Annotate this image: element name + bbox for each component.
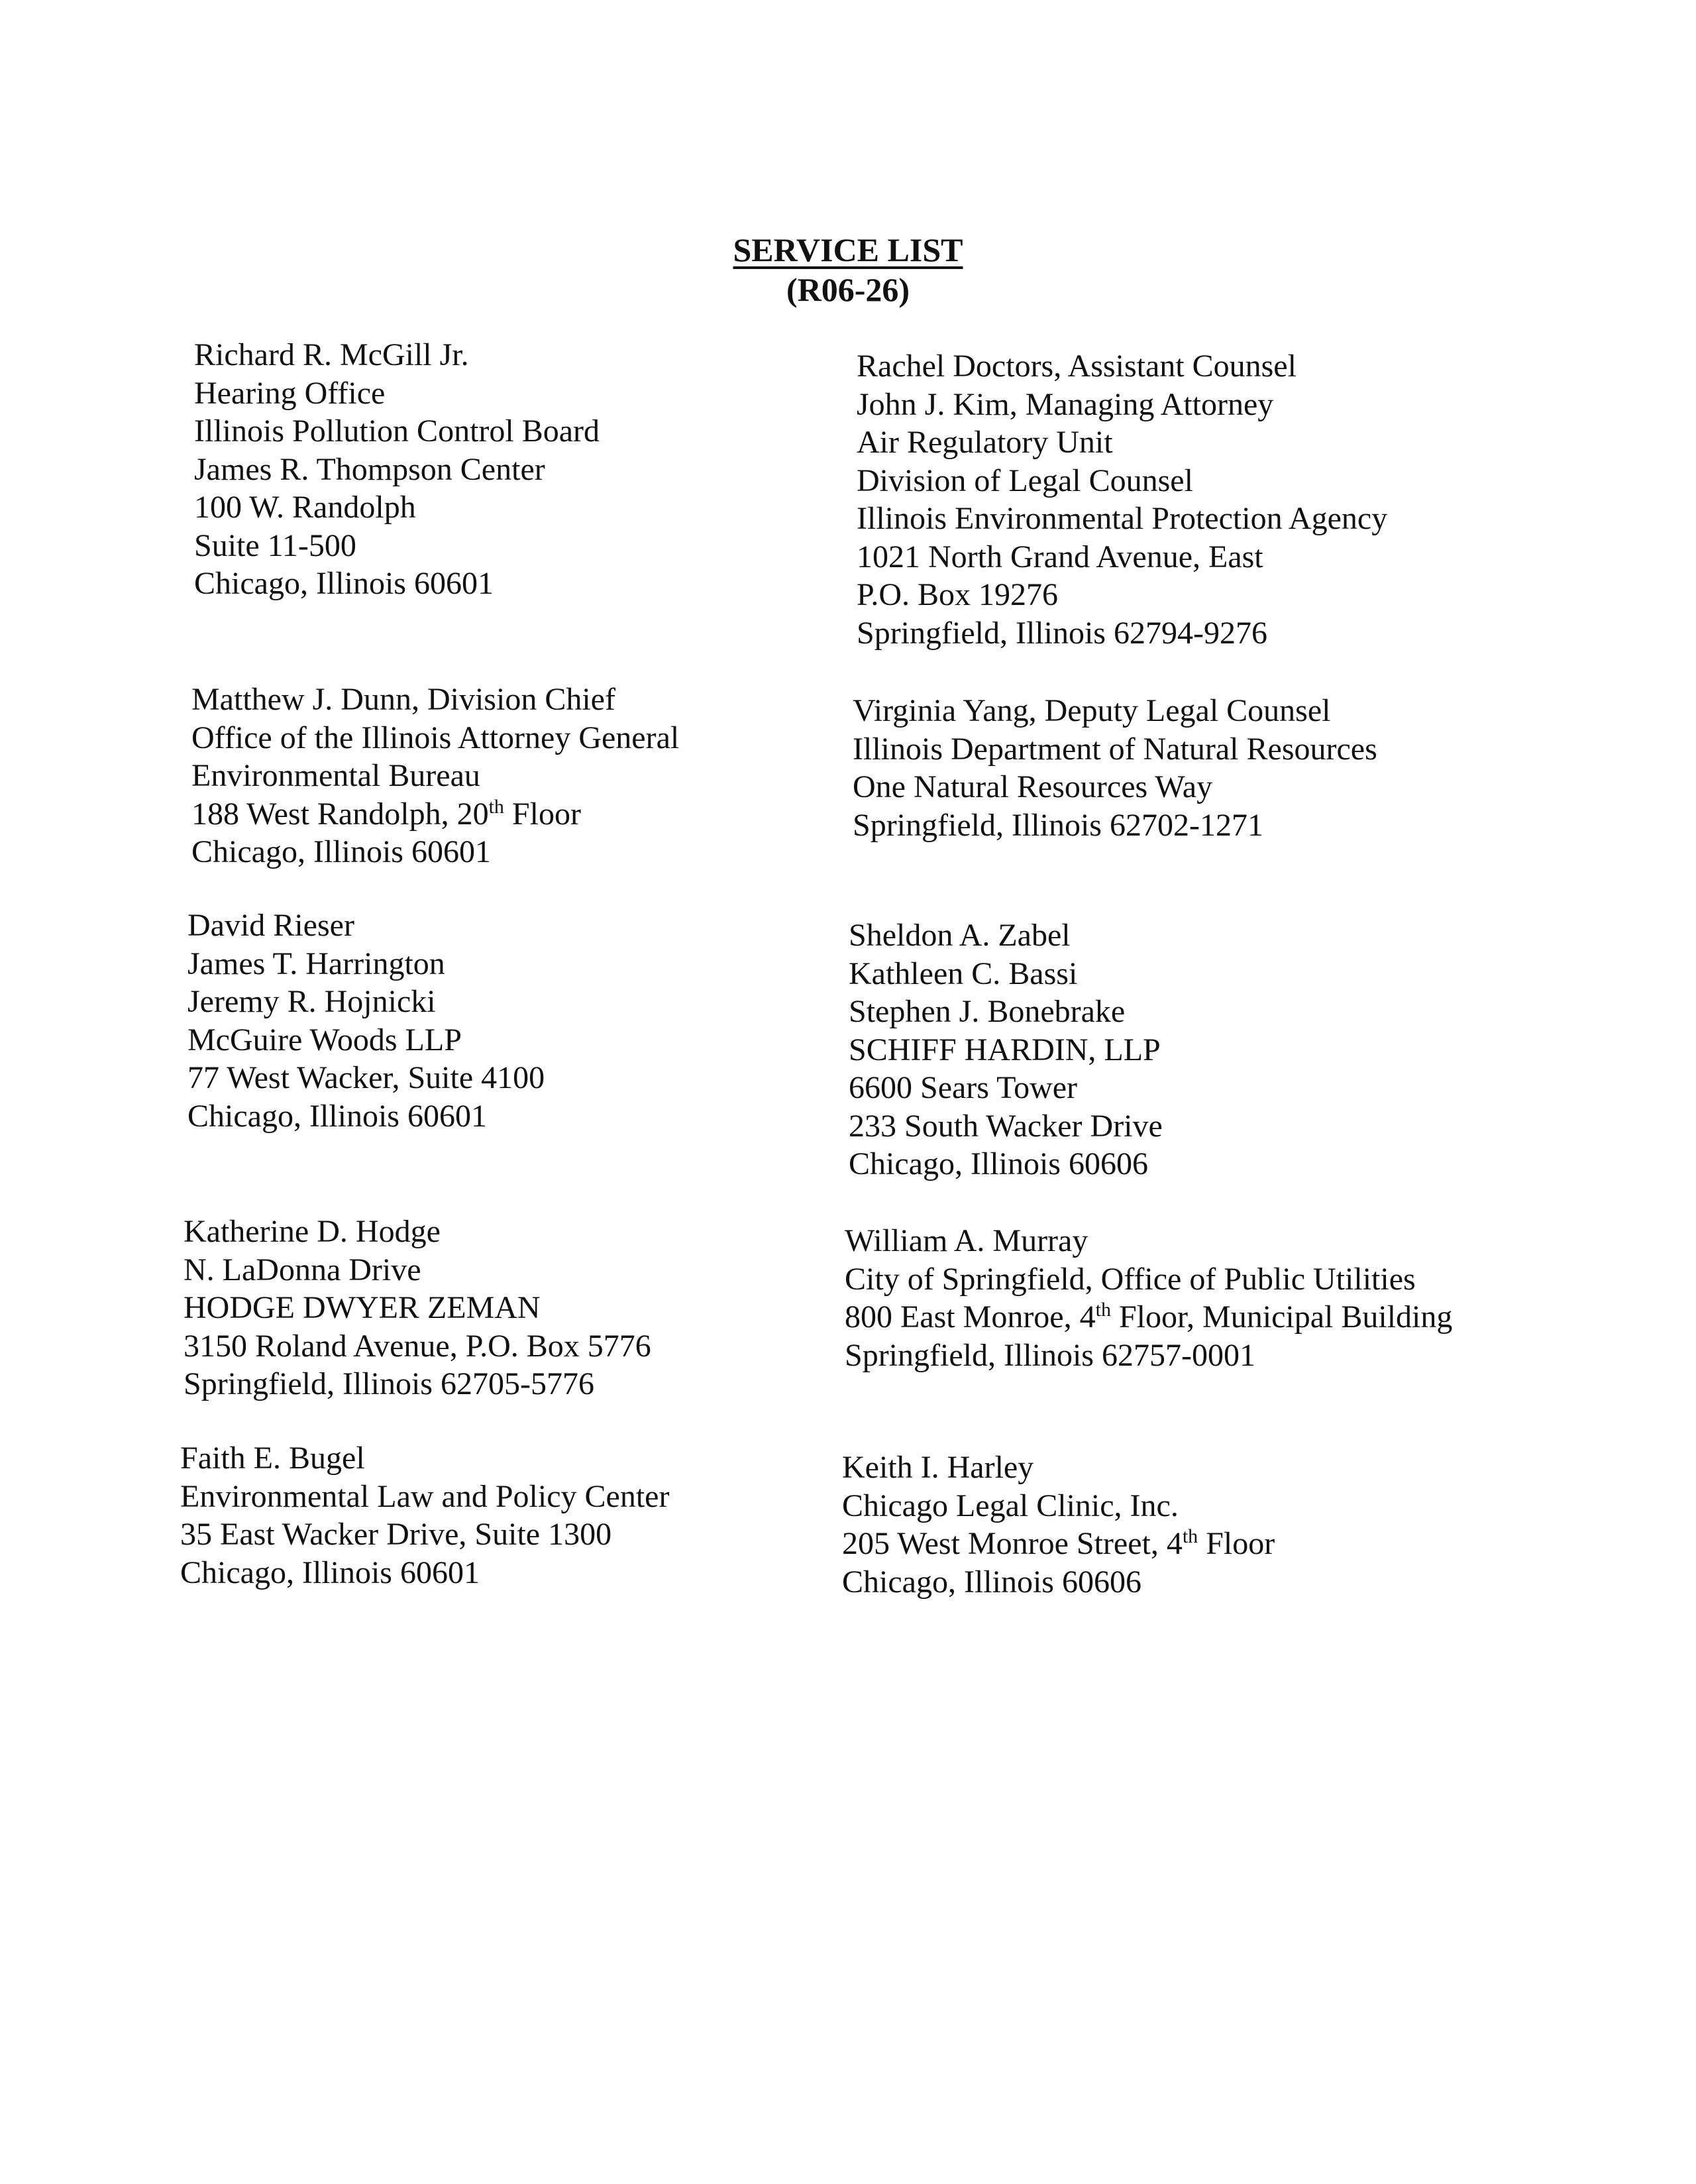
service-entry-keith-harley: [842, 1448, 1275, 1601]
address-line: Springfield, Illinois 62702-1271: [853, 807, 1263, 843]
address-line: Chicago Legal Clinic, Inc.: [842, 1488, 1179, 1523]
address-line: 205 West Monroe Street, 4th Floor: [842, 1525, 1275, 1561]
address-line: Suite 11-500: [194, 527, 356, 563]
ordinal-suffix: th: [1095, 1299, 1111, 1321]
address-line: 100 W. Randolph: [194, 490, 416, 525]
address-line: Office of the Illinois Attorney General: [191, 720, 680, 755]
address-line: SCHIFF HARDIN, LLP: [849, 1032, 1161, 1067]
address-line: Illinois Environmental Protection Agency: [857, 501, 1388, 536]
address-line: Chicago, Illinois 60601: [187, 1098, 487, 1134]
service-entry-hodge-dwyer-zeman: [184, 1213, 651, 1403]
address-line: Springfield, Illinois 62757-0001: [845, 1337, 1255, 1373]
address-line: Sheldon A. Zabel: [849, 918, 1071, 953]
address-line: Matthew J. Dunn, Division Chief: [191, 682, 615, 717]
address-line: Illinois Department of Natural Resources: [853, 731, 1377, 767]
service-entry-faith-bugel: [180, 1439, 669, 1592]
service-entry-william-murray: [845, 1222, 1452, 1374]
address-line: Chicago, Illinois 60606: [849, 1146, 1148, 1181]
address-line: 188 West Randolph, 20th Floor: [191, 795, 581, 832]
ordinal-suffix: th: [1182, 1525, 1198, 1547]
address-line: Chicago, Illinois 60601: [180, 1555, 480, 1590]
service-entry-matthew-dunn: [191, 681, 679, 871]
address-line: Katherine D. Hodge: [184, 1214, 441, 1249]
address-line: Environmental Bureau: [191, 758, 480, 793]
address-line: Chicago, Illinois 60601: [191, 834, 491, 869]
address-line: Chicago, Illinois 60601: [194, 566, 494, 601]
address-line: Division of Legal Counsel: [857, 463, 1193, 498]
service-entry-virginia-yang: [853, 692, 1377, 844]
address-line: 77 West Wacker, Suite 4100: [187, 1060, 545, 1095]
address-line: Chicago, Illinois 60606: [842, 1564, 1141, 1600]
address-line: Rachel Doctors, Assistant Counsel: [857, 349, 1297, 384]
address-line: James R. Thompson Center: [194, 451, 545, 487]
address-line: HODGE DWYER ZEMAN: [184, 1290, 541, 1325]
address-line: McGuire Woods LLP: [187, 1022, 462, 1058]
ordinal-suffix: th: [488, 795, 504, 818]
service-entry-richard-mcgill: [194, 336, 600, 603]
address-line: Hearing Office: [194, 375, 386, 411]
address-line: Stephen J. Bonebrake: [849, 994, 1126, 1029]
document-title: SERVICE LIST: [733, 231, 963, 268]
address-line: David Rieser: [187, 908, 354, 943]
address-line: 800 East Monroe, 4th Floor, Municipal Building: [845, 1299, 1453, 1335]
address-line: 35 East Wacker Drive, Suite 1300: [180, 1517, 612, 1552]
address-line: Springfield, Illinois 62794-9276: [857, 615, 1267, 651]
address-line: Faith E. Bugel: [180, 1441, 365, 1476]
address-line: John J. Kim, Managing Attorney: [857, 386, 1274, 422]
address-line: James T. Harrington: [187, 946, 445, 981]
address-line: Air Regulatory Unit: [857, 425, 1113, 460]
address-line: Jeremy R. Hojnicki: [187, 984, 436, 1019]
service-entry-schiff-hardin: [849, 916, 1163, 1183]
address-line: Kathleen C. Bassi: [849, 956, 1078, 991]
address-line: P.O. Box 19276: [857, 577, 1059, 612]
address-line: Illinois Pollution Control Board: [194, 413, 600, 449]
address-line: One Natural Resources Way: [853, 769, 1213, 804]
service-entry-illinois-epa: [857, 347, 1387, 652]
address-line: Springfield, Illinois 62705-5776: [184, 1366, 594, 1401]
address-line: N. LaDonna Drive: [184, 1252, 421, 1287]
address-line: City of Springfield, Office of Public Utilities: [845, 1261, 1416, 1297]
address-line: 1021 North Grand Avenue, East: [857, 539, 1263, 574]
address-line: Richard R. McGill Jr.: [194, 337, 469, 372]
address-line: 6600 Sears Tower: [849, 1070, 1078, 1105]
address-line: Virginia Yang, Deputy Legal Counsel: [853, 693, 1331, 728]
address-line: 3150 Roland Avenue, P.O. Box 5776: [184, 1328, 651, 1364]
address-line: Keith I. Harley: [842, 1450, 1034, 1485]
service-entry-mcguire-woods: [187, 906, 545, 1135]
address-line: William A. Murray: [845, 1223, 1088, 1258]
address-line: Environmental Law and Policy Center: [180, 1478, 670, 1514]
document-subtitle: (R06-26): [786, 271, 910, 308]
address-line: 233 South Wacker Drive: [849, 1108, 1163, 1144]
